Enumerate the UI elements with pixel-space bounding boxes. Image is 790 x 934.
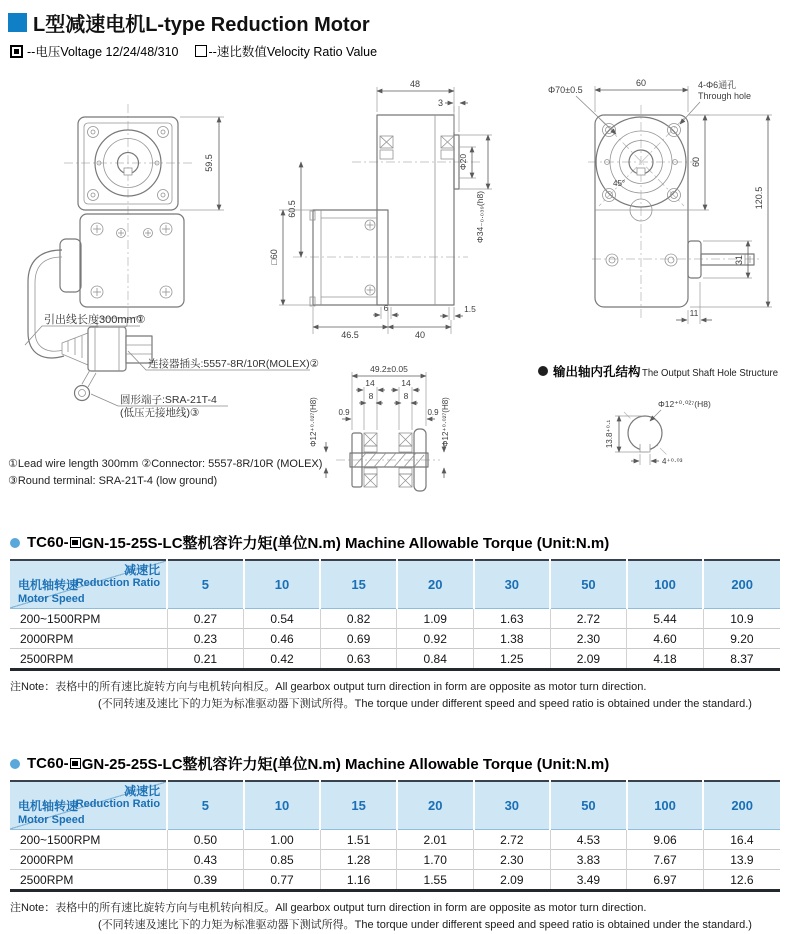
- torque-cell: 1.00: [244, 830, 321, 850]
- bullet-dot-icon: [10, 759, 20, 769]
- torque-cell: 1.70: [397, 850, 474, 870]
- dim-59-5-label: 59.5: [204, 154, 214, 172]
- table-row: [10, 830, 780, 850]
- torque-cell: 0.43: [167, 850, 244, 870]
- motor-speed-header: 电机轴转速 Motor Speed: [18, 578, 85, 605]
- dim-sq60-label: □60: [269, 249, 279, 265]
- speed-cell: 2500RPM: [10, 649, 167, 670]
- table-row: [10, 629, 780, 649]
- dim-6-label: 6: [383, 303, 389, 313]
- voltage-square-icon: [70, 537, 81, 548]
- dim-60-5-label: 60.5: [287, 200, 297, 218]
- gearbox-screws: [91, 223, 172, 298]
- through-hole-label-en: Through hole: [698, 91, 752, 101]
- dim-40-label: 40: [414, 330, 426, 340]
- table-row: [10, 609, 780, 629]
- lead-wire-label: 引出线长度300mm①: [44, 314, 146, 326]
- ring-terminal-drawing: [75, 370, 97, 401]
- torque-cell: 2.09: [474, 870, 551, 891]
- dim-13-8-label: 13.8⁺⁰·¹: [605, 419, 614, 449]
- reduction-ratio-header: 减速比 Reduction Ratio: [75, 784, 161, 811]
- dim-49-2-label: 49.2±0.05: [370, 364, 408, 374]
- dim-phi20-label: Φ20: [458, 153, 468, 171]
- torque-cell: 4.53: [550, 830, 627, 850]
- page-header: [0, 0, 790, 60]
- ratio-square-icon: [195, 45, 207, 57]
- torque-cell: 1.63: [474, 609, 551, 629]
- title-square-icon: [8, 13, 27, 32]
- ratio-header-cell: 30: [474, 781, 551, 830]
- dim-31-label: 31: [734, 254, 744, 266]
- speed-cell: 2500RPM: [10, 870, 167, 891]
- dim-14-left-label: 14: [365, 378, 375, 388]
- torque-cell: 2.09: [550, 649, 627, 670]
- shaft-hole-heading-en: The Output Shaft Hole Structure: [642, 367, 779, 379]
- torque-cell: 12.6: [703, 870, 780, 891]
- ratio-header-cell: 15: [320, 781, 397, 830]
- speed-cell: 2000RPM: [10, 629, 167, 649]
- dim-0-9-right-label: 0.9: [427, 408, 439, 417]
- ratio-header-cell: 30: [474, 560, 551, 609]
- speed-cell: 2000RPM: [10, 850, 167, 870]
- dim-phi70-label: Φ70±0.5: [548, 85, 583, 95]
- table-1-title: [10, 532, 780, 553]
- bullet-dot-icon: [10, 538, 20, 548]
- torque-cell: 3.83: [550, 850, 627, 870]
- corner-header-cell: [10, 560, 167, 609]
- motor-screws: [365, 220, 375, 295]
- note-line2: (不同转速及速比下的力矩为标准驱动器下测试所得。The torque under different speed and speed ratio is obtained under the standard.): [98, 698, 752, 710]
- torque-cell: 8.37: [703, 649, 780, 670]
- dim-11-label: 11: [689, 308, 699, 318]
- torque-cell: 10.9: [703, 609, 780, 629]
- torque-cell: 2.30: [550, 629, 627, 649]
- terminal-label-line2: (低压无接地线)③: [120, 407, 200, 419]
- corner-header-cell: [10, 781, 167, 830]
- torque-cell: 0.85: [244, 850, 321, 870]
- technical-drawings: [0, 62, 790, 502]
- dim-phi12-right-label: Φ12⁺⁰·⁰²⁷(H8): [441, 397, 450, 447]
- speed-cell: 200~1500RPM: [10, 830, 167, 850]
- dim-8-right-label: 8: [403, 391, 409, 401]
- ratio-header-cell: 200: [703, 781, 780, 830]
- torque-cell: 9.20: [703, 629, 780, 649]
- dim-0-9-left-label: 0.9: [338, 408, 350, 417]
- torque-cell: 4.60: [627, 629, 704, 649]
- torque-cell: 13.9: [703, 850, 780, 870]
- dim-phi12-left-label: Φ12⁺⁰·⁰²⁷(H8): [309, 397, 318, 447]
- torque-cell: 0.39: [167, 870, 244, 891]
- footnote-line1: ①Lead wire length 300mm ②Connector: 5557-8R/10R (MOLEX): [8, 458, 323, 470]
- ratio-header-cell: 20: [397, 781, 474, 830]
- voltage-square-icon: [70, 758, 81, 769]
- dim-45deg-label: 45°: [613, 179, 626, 188]
- footnote-line2: ③Round terminal: SRA-21T-4 (low ground): [8, 475, 218, 487]
- table-1-title-text: GN-15-25S-LC整机容许力矩(单位N.m) Machine Allowable Torque (Unit:N.m): [81, 535, 610, 552]
- torque-cell: 0.69: [320, 629, 397, 649]
- dim-14-right-label: 14: [401, 378, 411, 388]
- ratio-header-cell: 20: [397, 560, 474, 609]
- torque-cell: 7.67: [627, 850, 704, 870]
- torque-cell: 2.72: [474, 830, 551, 850]
- page-title: L型减速电机L-type Reduction Motor: [33, 14, 370, 36]
- connector-label: 连接器插头:5557-8R/10R(MOLEX)②: [148, 358, 320, 370]
- table-2-body: [10, 830, 780, 891]
- table-2-title-text: GN-25-25S-LC整机容许力矩(单位N.m) Machine Allowable Torque (Unit:N.m): [81, 756, 610, 773]
- through-hole-label-cn: 4-Φ6通孔: [698, 80, 737, 90]
- torque-cell: 1.25: [474, 649, 551, 670]
- ratio-header-row: [10, 781, 780, 830]
- dim-60-right-label: 60: [691, 156, 701, 168]
- ratio-header-cell: 5: [167, 560, 244, 609]
- torque-cell: 9.06: [627, 830, 704, 850]
- torque-cell: 2.72: [550, 609, 627, 629]
- torque-cell: 4.18: [627, 649, 704, 670]
- torque-cell: 0.54: [244, 609, 321, 629]
- torque-table-section-1: [0, 532, 790, 713]
- torque-cell: 0.63: [320, 649, 397, 670]
- legend-voltage-label: --电压Voltage 12/24/48/310: [27, 45, 179, 59]
- voltage-square-icon: [10, 45, 23, 58]
- dim-phi12-hole-label: Φ12⁺⁰·⁰²⁷(H8): [658, 399, 711, 409]
- ratio-header-cell: 100: [627, 560, 704, 609]
- drawing-footnotes: [8, 456, 322, 490]
- dim-48-label: 48: [409, 79, 421, 89]
- table-row: [10, 649, 780, 670]
- dim-46-5-label: 46.5: [341, 330, 359, 340]
- note-line1: 注Note：表格中的所有速比旋转方向与电机转向相反。All gearbox output turn direction in form are opposite as motor turn direction.: [10, 681, 647, 693]
- ratio-header-row: [10, 560, 780, 609]
- torque-cell: 16.4: [703, 830, 780, 850]
- torque-table-1: [10, 559, 780, 671]
- torque-cell: 0.42: [244, 649, 321, 670]
- torque-cell: 1.16: [320, 870, 397, 891]
- table-2-title-prefix: TC60-: [27, 755, 69, 772]
- torque-cell: 1.51: [320, 830, 397, 850]
- side-bearings: [380, 136, 454, 159]
- torque-cell: 0.84: [397, 649, 474, 670]
- torque-cell: 3.49: [550, 870, 627, 891]
- torque-cell: 5.44: [627, 609, 704, 629]
- torque-cell: 1.09: [397, 609, 474, 629]
- torque-cell: 0.82: [320, 609, 397, 629]
- torque-cell: 2.30: [474, 850, 551, 870]
- table-1-title-prefix: TC60-: [27, 534, 69, 551]
- note-line1: 注Note：表格中的所有速比旋转方向与电机转向相反。All gearbox output turn direction in form are opposite as motor turn direction.: [10, 902, 647, 914]
- reduction-ratio-header: 减速比 Reduction Ratio: [75, 563, 161, 590]
- note-line2: (不同转速及速比下的力矩为标准驱动器下测试所得。The torque under different speed and speed ratio is obtained under the standard.): [98, 919, 752, 931]
- table-2-notes: [10, 900, 780, 934]
- torque-cell: 6.97: [627, 870, 704, 891]
- ratio-header-cell: 5: [167, 781, 244, 830]
- torque-cell: 0.92: [397, 629, 474, 649]
- torque-table-section-2: [0, 753, 790, 934]
- dim-1-5-label: 1.5: [464, 304, 476, 314]
- torque-cell: 0.50: [167, 830, 244, 850]
- ratio-header-cell: 50: [550, 781, 627, 830]
- motor-speed-header: 电机轴转速 Motor Speed: [18, 799, 85, 826]
- dim-4-label: 4⁺⁰·⁰³: [662, 457, 683, 466]
- dim-phi34-label: Φ34₋₀.₀₃₉(h8): [475, 190, 485, 244]
- ratio-header-cell: 100: [627, 781, 704, 830]
- torque-cell: 0.77: [244, 870, 321, 891]
- torque-cell: 1.28: [320, 850, 397, 870]
- torque-cell: 1.38: [474, 629, 551, 649]
- table-2-title: [10, 753, 780, 774]
- shaft-hole-structure: [538, 364, 778, 466]
- shaft-section-drawing: [309, 364, 450, 491]
- torque-cell: 1.55: [397, 870, 474, 891]
- table-1-body: [10, 609, 780, 670]
- dim-8-left-label: 8: [368, 391, 374, 401]
- dim-60-top-label: 60: [635, 78, 647, 88]
- legend-ratio-label: --速比数值Velocity Ratio Value: [208, 45, 378, 59]
- ratio-header-cell: 10: [244, 781, 321, 830]
- legend: [8, 42, 790, 60]
- table-row: [10, 850, 780, 870]
- side-view-drawing: [269, 79, 492, 340]
- ratio-header-cell: 10: [244, 560, 321, 609]
- torque-cell: 0.21: [167, 649, 244, 670]
- torque-table-2: [10, 780, 780, 892]
- rear-view-drawing: [548, 78, 772, 324]
- dim-3-label: 3: [437, 98, 443, 108]
- torque-cell: 0.27: [167, 609, 244, 629]
- ratio-header-cell: 200: [703, 560, 780, 609]
- torque-cell: 0.46: [244, 629, 321, 649]
- section-bullet-icon: [538, 366, 548, 376]
- terminal-label-line1: 圆形端子:SRA-21T-4: [120, 394, 217, 406]
- table-row: [10, 870, 780, 891]
- shaft-hole-heading-cn: 输出轴内孔结构: [553, 365, 641, 379]
- dim-120-5-label: 120.5: [754, 186, 764, 210]
- torque-cell: 2.01: [397, 830, 474, 850]
- table-1-notes: [10, 679, 780, 713]
- ratio-header-cell: 15: [320, 560, 397, 609]
- speed-cell: 200~1500RPM: [10, 609, 167, 629]
- torque-cell: 0.23: [167, 629, 244, 649]
- ratio-header-cell: 50: [550, 560, 627, 609]
